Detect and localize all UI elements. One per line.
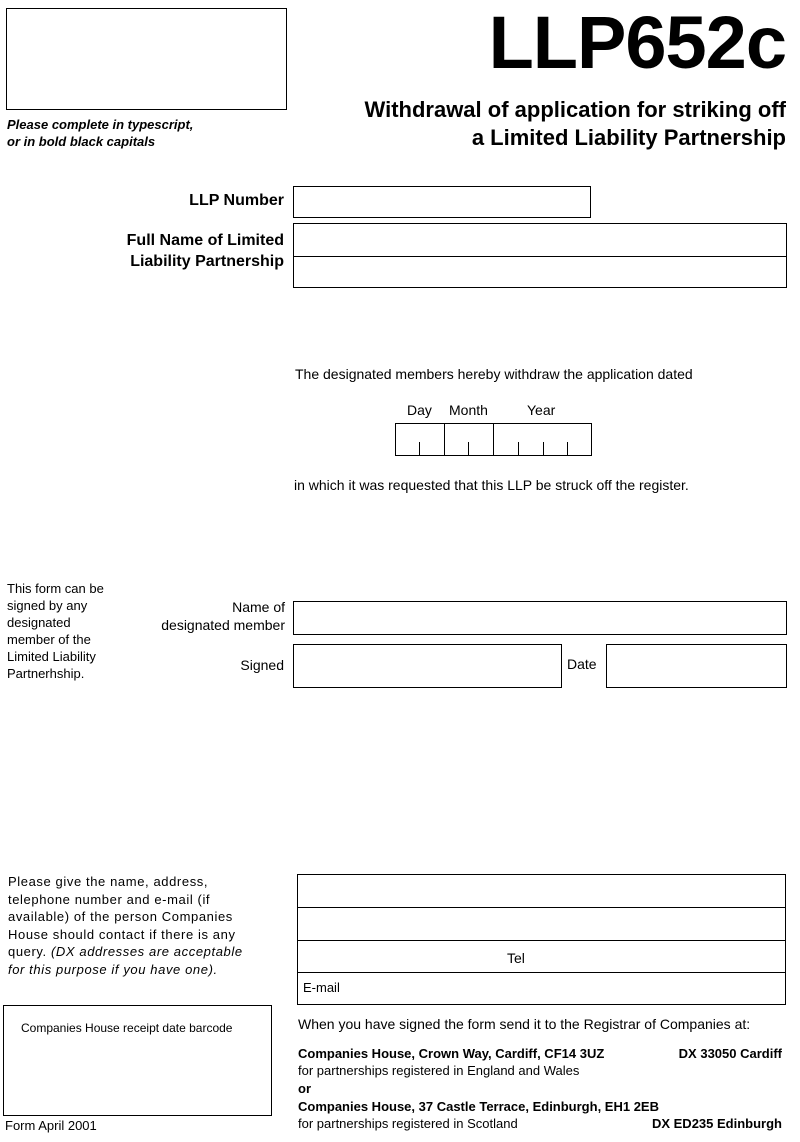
date-tick	[543, 442, 544, 456]
withdrawal-statement: The designated members hereby withdraw the application dated	[295, 366, 693, 382]
signature-field[interactable]	[293, 644, 562, 688]
date-tick	[419, 442, 420, 456]
form-code: LLP652c	[488, 1, 786, 84]
date-divider	[493, 423, 494, 456]
cardiff-dx: DX 33050 Cardiff	[678, 1046, 782, 1061]
designated-member-label: Name of designated member	[161, 599, 285, 633]
cardiff-note: for partnerships registered in England and Wales	[298, 1063, 580, 1078]
form-date: Form April 2001	[5, 1118, 97, 1133]
signing-note: This form can be signed by any designated member of the Limited Liability Partnerhship.	[7, 581, 104, 681]
day-label: Day	[407, 402, 432, 418]
date-tick	[567, 442, 568, 456]
email-label: E-mail	[303, 980, 340, 995]
signed-label: Signed	[240, 657, 284, 673]
barcode-label: Companies House receipt date barcode	[21, 1021, 233, 1035]
contact-line	[298, 972, 785, 973]
edinburgh-dx: DX ED235 Edinburgh	[651, 1116, 782, 1131]
edinburgh-address: Companies House, 37 Castle Terrace, Edinburgh, EH1 2EB	[298, 1099, 659, 1114]
or-label: or	[298, 1081, 311, 1096]
office-use-box	[6, 8, 287, 110]
contact-instruction: Please give the name, address, telephone number and e-mail (if available) of the person Companies House should contact if there is any query. (DX addresses are acceptable for this purpose if you have one).	[8, 874, 243, 977]
date-tick	[468, 442, 469, 456]
date-label: Date	[567, 656, 597, 672]
form-title: Withdrawal of application for striking off a Limited Liability Partnership	[364, 97, 786, 150]
designated-member-field[interactable]	[293, 601, 787, 635]
send-instruction: When you have signed the form send it to the Registrar of Companies at:	[298, 1016, 751, 1032]
llp-number-field[interactable]	[293, 186, 591, 218]
llp-number-label: LLP Number	[189, 192, 284, 209]
month-label: Month	[449, 402, 488, 418]
sign-date-field[interactable]	[606, 644, 787, 688]
withdrawal-footer: in which it was requested that this LLP be struck off the register.	[294, 477, 689, 493]
contact-line	[298, 907, 785, 908]
date-tick	[518, 442, 519, 456]
contact-line	[298, 940, 785, 941]
edinburgh-note: for partnerships registered in Scotland	[298, 1116, 518, 1131]
llp-name-label: Full Name of Limited Liability Partnership	[126, 232, 284, 270]
date-divider	[444, 423, 445, 456]
llp-name-divider	[294, 256, 786, 257]
cardiff-address: Companies House, Crown Way, Cardiff, CF14 3UZ	[298, 1046, 605, 1061]
year-label: Year	[527, 402, 556, 418]
completion-instruction: Please complete in typescript, or in bold black capitals	[7, 117, 194, 149]
tel-label: Tel	[507, 950, 525, 966]
